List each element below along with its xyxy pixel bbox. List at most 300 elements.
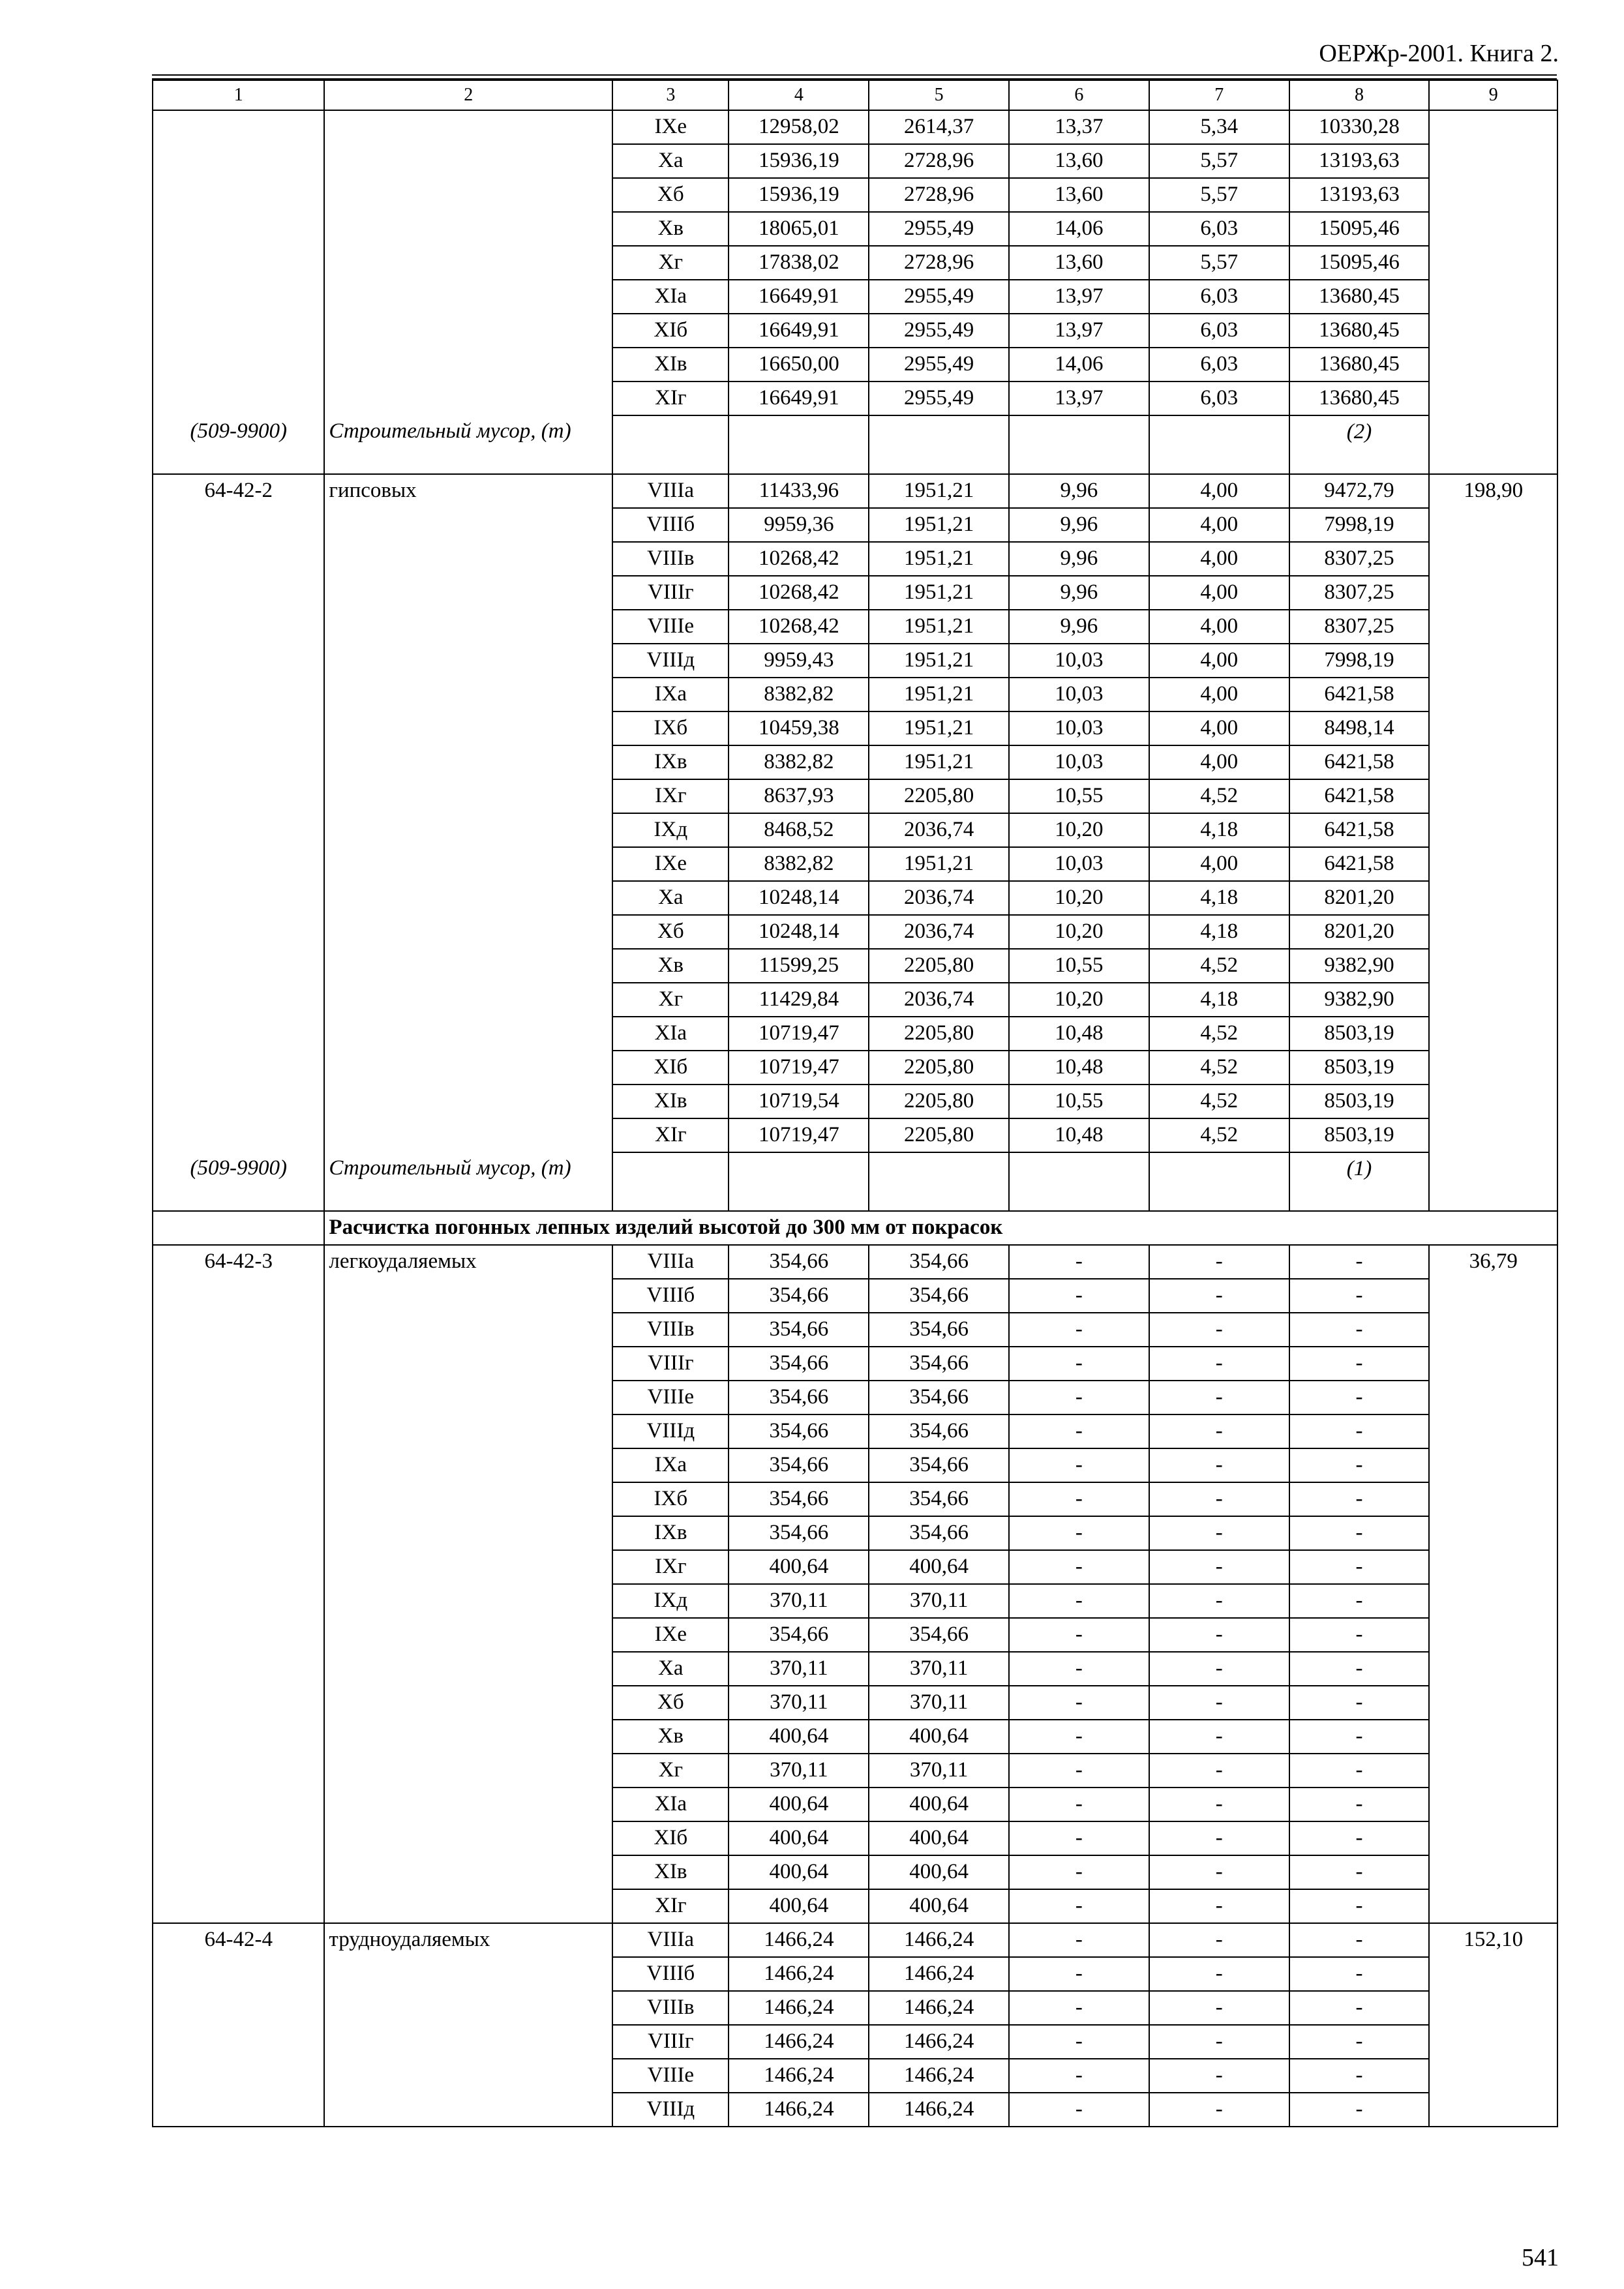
code-cell <box>153 1991 324 2025</box>
name-cell <box>324 1855 612 1889</box>
name-cell <box>324 382 612 415</box>
name-cell <box>324 1279 612 1313</box>
total-cost-cell: 354,66 <box>729 1448 869 1482</box>
resource-quantity: (1) <box>1289 1152 1430 1211</box>
labor-cell <box>1429 678 1557 711</box>
name-cell <box>324 949 612 983</box>
code-cell <box>153 178 324 212</box>
materials-cell: - <box>1289 1821 1430 1855</box>
machines-cell: - <box>1009 1414 1149 1448</box>
column-number-row <box>153 80 1557 110</box>
name-cell <box>324 508 612 542</box>
labor-cell <box>1429 779 1557 813</box>
machines-cell: - <box>1009 1313 1149 1347</box>
machines-cell: - <box>1009 1381 1149 1414</box>
table-row <box>153 1652 1557 1686</box>
materials-cell: 6421,58 <box>1289 745 1430 779</box>
code-cell <box>153 1957 324 1991</box>
materials-cell: 13193,63 <box>1289 178 1430 212</box>
materials-cell: - <box>1289 1991 1430 2025</box>
name-cell <box>324 1991 612 2025</box>
column-number: 1 <box>153 80 324 110</box>
table-row <box>153 1991 1557 2025</box>
wages-cell: 1466,24 <box>869 1991 1009 2025</box>
machines-cell: - <box>1009 1821 1149 1855</box>
zone-cell: Xa <box>612 144 729 178</box>
wages-cell: 400,64 <box>869 1720 1009 1754</box>
total-cost-cell: 354,66 <box>729 1381 869 1414</box>
zone-cell: VIIIд <box>612 644 729 678</box>
machines-cell: - <box>1009 2025 1149 2059</box>
code-cell <box>153 983 324 1017</box>
wages-cell: 1951,21 <box>869 508 1009 542</box>
name-cell <box>324 1516 612 1550</box>
zone-cell: XIв <box>612 1855 729 1889</box>
total-cost-cell: 354,66 <box>729 1414 869 1448</box>
labor-cell <box>1429 1313 1557 1347</box>
wages-cell: 1951,21 <box>869 610 1009 644</box>
code-cell <box>153 1686 324 1720</box>
table-row <box>153 1618 1557 1652</box>
price-table <box>152 80 1558 2127</box>
column-number: 9 <box>1429 80 1557 110</box>
machines-cell: - <box>1009 1245 1149 1279</box>
zone-cell: Xa <box>612 1652 729 1686</box>
machines-cell: 14,06 <box>1009 348 1149 382</box>
table-row <box>153 1017 1557 1051</box>
total-cost-cell: 1466,24 <box>729 2093 869 2127</box>
materials-cell: - <box>1289 1788 1430 1821</box>
wages-cell: 1951,21 <box>869 576 1009 610</box>
labor-cell <box>1429 280 1557 314</box>
code-cell <box>153 1482 324 1516</box>
wages-cell: 2728,96 <box>869 246 1009 280</box>
materials-cell: - <box>1289 1516 1430 1550</box>
machines-cell: 13,60 <box>1009 144 1149 178</box>
materials-cell: 13680,45 <box>1289 314 1430 348</box>
wages-cell: 1466,24 <box>869 1923 1009 1957</box>
machines-cell: - <box>1009 1279 1149 1313</box>
wages-cell: 400,64 <box>869 1788 1009 1821</box>
wages-cell: 400,64 <box>869 1550 1009 1584</box>
code-cell <box>153 1118 324 1152</box>
code-cell <box>153 610 324 644</box>
table-row <box>153 1448 1557 1482</box>
wages-cell: 2205,80 <box>869 1118 1009 1152</box>
table-row <box>153 1889 1557 1923</box>
labor-cell: 198,90 <box>1429 474 1557 508</box>
table-row <box>153 348 1557 382</box>
labor-cell <box>1429 1516 1557 1550</box>
table-row <box>153 1482 1557 1516</box>
zone-cell: Xв <box>612 1720 729 1754</box>
footnote-row <box>153 415 1557 474</box>
table-row <box>153 2025 1557 2059</box>
zone-cell: IXa <box>612 1448 729 1482</box>
total-cost-cell: 10248,14 <box>729 881 869 915</box>
machinist-wages-cell: - <box>1149 1923 1289 1957</box>
labor-cell <box>1429 382 1557 415</box>
machines-cell: 13,60 <box>1009 246 1149 280</box>
table-row <box>153 212 1557 246</box>
labor-cell <box>1429 745 1557 779</box>
machinist-wages-cell: 4,00 <box>1149 474 1289 508</box>
zone-cell: IXe <box>612 1618 729 1652</box>
materials-cell: - <box>1289 1381 1430 1414</box>
labor-cell <box>1429 1788 1557 1821</box>
column-number: 4 <box>729 80 869 110</box>
labor-cell <box>1429 178 1557 212</box>
machines-cell: 9,96 <box>1009 542 1149 576</box>
machinist-wages-cell: 6,03 <box>1149 348 1289 382</box>
code-cell <box>153 711 324 745</box>
machinist-wages-cell: 4,52 <box>1149 1017 1289 1051</box>
materials-cell: - <box>1289 1957 1430 1991</box>
empty-cell <box>612 1152 729 1211</box>
materials-cell: 6421,58 <box>1289 847 1430 881</box>
empty-cell <box>1149 415 1289 474</box>
column-number: 5 <box>869 80 1009 110</box>
name-cell <box>324 1957 612 1991</box>
wages-cell: 2955,49 <box>869 314 1009 348</box>
labor-cell <box>1429 949 1557 983</box>
footnote-row <box>153 1152 1557 1211</box>
wages-cell: 1466,24 <box>869 2059 1009 2093</box>
materials-cell: 8307,25 <box>1289 576 1430 610</box>
zone-cell: IXe <box>612 110 729 144</box>
name-cell <box>324 1051 612 1085</box>
resource-code: (509-9900) <box>153 415 324 474</box>
name-cell <box>324 1381 612 1414</box>
code-cell <box>153 847 324 881</box>
machinist-wages-cell: 4,52 <box>1149 1118 1289 1152</box>
labor-cell <box>1429 983 1557 1017</box>
document-header: ОЕРЖр-2001. Книга 2. <box>1319 40 1559 67</box>
code-cell <box>153 881 324 915</box>
machines-cell: - <box>1009 2093 1149 2127</box>
labor-cell <box>1429 813 1557 847</box>
code-cell <box>153 1448 324 1482</box>
name-cell <box>324 1017 612 1051</box>
table-row <box>153 474 1557 508</box>
zone-cell: XIг <box>612 1118 729 1152</box>
labor-cell <box>1429 1448 1557 1482</box>
zone-cell: XIб <box>612 314 729 348</box>
wages-cell: 2955,49 <box>869 382 1009 415</box>
wages-cell: 2036,74 <box>869 813 1009 847</box>
code-cell <box>153 644 324 678</box>
materials-cell: 13680,45 <box>1289 280 1430 314</box>
zone-cell: VIIIв <box>612 1991 729 2025</box>
section-title: Расчистка погонных лепных изделий высотой до 300 мм от покрасок <box>324 1211 1557 1245</box>
total-cost-cell: 10268,42 <box>729 610 869 644</box>
zone-cell: Xб <box>612 178 729 212</box>
table-row <box>153 678 1557 711</box>
machines-cell: 10,55 <box>1009 779 1149 813</box>
wages-cell: 1951,21 <box>869 847 1009 881</box>
zone-cell: IXд <box>612 813 729 847</box>
labor-cell <box>1429 1085 1557 1118</box>
materials-cell: - <box>1289 2025 1430 2059</box>
table-row <box>153 508 1557 542</box>
zone-cell: VIIIд <box>612 2093 729 2127</box>
machinist-wages-cell: - <box>1149 1754 1289 1788</box>
machinist-wages-cell: 5,57 <box>1149 246 1289 280</box>
name-cell <box>324 1118 612 1152</box>
machinist-wages-cell: 4,52 <box>1149 949 1289 983</box>
machinist-wages-cell: - <box>1149 1584 1289 1618</box>
zone-cell: Xв <box>612 212 729 246</box>
materials-cell: - <box>1289 1550 1430 1584</box>
machines-cell: - <box>1009 1957 1149 1991</box>
zone-cell: Xг <box>612 983 729 1017</box>
zone-cell: VIIIб <box>612 1279 729 1313</box>
labor-cell <box>1429 1652 1557 1686</box>
machinist-wages-cell: - <box>1149 1245 1289 1279</box>
zone-cell: Xв <box>612 949 729 983</box>
materials-cell: 8503,19 <box>1289 1118 1430 1152</box>
materials-cell: 9382,90 <box>1289 949 1430 983</box>
empty-cell <box>729 1152 869 1211</box>
machinist-wages-cell: - <box>1149 1652 1289 1686</box>
wages-cell: 1466,24 <box>869 2025 1009 2059</box>
table-row <box>153 610 1557 644</box>
code-cell <box>153 1652 324 1686</box>
code-cell <box>153 212 324 246</box>
total-cost-cell: 8637,93 <box>729 779 869 813</box>
labor-cell <box>1429 1550 1557 1584</box>
machinist-wages-cell: 4,00 <box>1149 610 1289 644</box>
name-cell <box>324 1584 612 1618</box>
materials-cell: 6421,58 <box>1289 678 1430 711</box>
table-row <box>153 576 1557 610</box>
machines-cell: 10,55 <box>1009 949 1149 983</box>
name-cell <box>324 1754 612 1788</box>
materials-cell: 8498,14 <box>1289 711 1430 745</box>
machinist-wages-cell: - <box>1149 2025 1289 2059</box>
wages-cell: 1951,21 <box>869 711 1009 745</box>
column-number: 2 <box>324 80 612 110</box>
materials-cell: 13680,45 <box>1289 382 1430 415</box>
materials-cell: - <box>1289 1889 1430 1923</box>
total-cost-cell: 8382,82 <box>729 847 869 881</box>
machinist-wages-cell: 4,00 <box>1149 508 1289 542</box>
machinist-wages-cell: 4,18 <box>1149 983 1289 1017</box>
name-cell <box>324 1686 612 1720</box>
total-cost-cell: 354,66 <box>729 1279 869 1313</box>
zone-cell: XIв <box>612 348 729 382</box>
machines-cell: 10,48 <box>1009 1051 1149 1085</box>
labor-cell <box>1429 1279 1557 1313</box>
machines-cell: - <box>1009 1618 1149 1652</box>
materials-cell: 8307,25 <box>1289 542 1430 576</box>
total-cost-cell: 400,64 <box>729 1550 869 1584</box>
zone-cell: XIa <box>612 280 729 314</box>
name-cell <box>324 348 612 382</box>
zone-cell: IXб <box>612 1482 729 1516</box>
zone-cell: Xб <box>612 915 729 949</box>
total-cost-cell: 8468,52 <box>729 813 869 847</box>
name-cell <box>324 314 612 348</box>
machines-cell: - <box>1009 1923 1149 1957</box>
materials-cell: 15095,46 <box>1289 246 1430 280</box>
wages-cell: 2036,74 <box>869 915 1009 949</box>
materials-cell: - <box>1289 1313 1430 1347</box>
machines-cell: - <box>1009 1347 1149 1381</box>
machines-cell: 10,48 <box>1009 1017 1149 1051</box>
code-cell <box>153 1584 324 1618</box>
wages-cell: 354,66 <box>869 1414 1009 1448</box>
wages-cell: 354,66 <box>869 1482 1009 1516</box>
zone-cell: VIIIв <box>612 542 729 576</box>
materials-cell: - <box>1289 1855 1430 1889</box>
labor-cell <box>1429 1051 1557 1085</box>
machines-cell: 10,03 <box>1009 711 1149 745</box>
wages-cell: 2205,80 <box>869 949 1009 983</box>
total-cost-cell: 10719,54 <box>729 1085 869 1118</box>
total-cost-cell: 10268,42 <box>729 542 869 576</box>
machines-cell: - <box>1009 1855 1149 1889</box>
total-cost-cell: 354,66 <box>729 1618 869 1652</box>
table-row <box>153 711 1557 745</box>
wages-cell: 400,64 <box>869 1855 1009 1889</box>
zone-cell: VIIIe <box>612 1381 729 1414</box>
code-cell <box>153 280 324 314</box>
code-cell <box>153 1754 324 1788</box>
machines-cell: - <box>1009 1516 1149 1550</box>
total-cost-cell: 354,66 <box>729 1516 869 1550</box>
materials-cell: 8201,20 <box>1289 915 1430 949</box>
name-cell <box>324 610 612 644</box>
machines-cell: - <box>1009 2059 1149 2093</box>
materials-cell: 9382,90 <box>1289 983 1430 1017</box>
name-cell <box>324 1550 612 1584</box>
wages-cell: 1951,21 <box>869 644 1009 678</box>
machinist-wages-cell: - <box>1149 1347 1289 1381</box>
code-cell: 64-42-4 <box>153 1923 324 1957</box>
table-row <box>153 813 1557 847</box>
machinist-wages-cell: - <box>1149 1279 1289 1313</box>
total-cost-cell: 16650,00 <box>729 348 869 382</box>
total-cost-cell: 354,66 <box>729 1313 869 1347</box>
name-cell <box>324 144 612 178</box>
machinist-wages-cell: 6,03 <box>1149 382 1289 415</box>
wages-cell: 2205,80 <box>869 1051 1009 1085</box>
labor-cell <box>1429 576 1557 610</box>
code-cell <box>153 1051 324 1085</box>
machinist-wages-cell: - <box>1149 1855 1289 1889</box>
table-row <box>153 1313 1557 1347</box>
zone-cell: VIIIг <box>612 2025 729 2059</box>
total-cost-cell: 17838,02 <box>729 246 869 280</box>
labor-cell <box>1429 246 1557 280</box>
zone-cell: XIг <box>612 1889 729 1923</box>
machinist-wages-cell: - <box>1149 1889 1289 1923</box>
machinist-wages-cell: 6,03 <box>1149 212 1289 246</box>
machinist-wages-cell: 6,03 <box>1149 280 1289 314</box>
materials-cell: 10330,28 <box>1289 110 1430 144</box>
wages-cell: 2955,49 <box>869 348 1009 382</box>
materials-cell: 15095,46 <box>1289 212 1430 246</box>
table-row <box>153 2059 1557 2093</box>
labor-cell: 36,79 <box>1429 1245 1557 1279</box>
materials-cell: 8201,20 <box>1289 881 1430 915</box>
labor-cell <box>1429 1991 1557 2025</box>
machines-cell: - <box>1009 1788 1149 1821</box>
machinist-wages-cell: - <box>1149 1414 1289 1448</box>
zone-cell: IXд <box>612 1584 729 1618</box>
code-cell <box>153 915 324 949</box>
materials-cell: 13193,63 <box>1289 144 1430 178</box>
materials-cell: - <box>1289 1584 1430 1618</box>
resource-name: Строительный мусор, (т) <box>324 1152 612 1211</box>
labor-cell <box>1429 847 1557 881</box>
empty-cell <box>869 415 1009 474</box>
wages-cell: 370,11 <box>869 1652 1009 1686</box>
zone-cell: IXб <box>612 711 729 745</box>
wages-cell: 354,66 <box>869 1448 1009 1482</box>
materials-cell: - <box>1289 1720 1430 1754</box>
code-cell <box>153 1516 324 1550</box>
code-cell <box>153 1381 324 1414</box>
wages-cell: 354,66 <box>869 1381 1009 1414</box>
zone-cell: XIa <box>612 1017 729 1051</box>
labor-cell <box>1429 1118 1557 1152</box>
machinist-wages-cell: 4,00 <box>1149 542 1289 576</box>
machines-cell: - <box>1009 1889 1149 1923</box>
machines-cell: 9,96 <box>1009 508 1149 542</box>
zone-cell: XIб <box>612 1821 729 1855</box>
wages-cell: 2036,74 <box>869 983 1009 1017</box>
column-number: 7 <box>1149 80 1289 110</box>
wages-cell: 354,66 <box>869 1516 1009 1550</box>
table-row <box>153 314 1557 348</box>
empty-cell <box>1009 415 1149 474</box>
wages-cell: 1951,21 <box>869 542 1009 576</box>
zone-cell: Xг <box>612 1754 729 1788</box>
code-cell <box>153 542 324 576</box>
name-cell <box>324 745 612 779</box>
code-cell <box>153 1821 324 1855</box>
name-cell: гипсовых <box>324 474 612 508</box>
zone-cell: VIIIe <box>612 610 729 644</box>
code-cell <box>153 1085 324 1118</box>
materials-cell: - <box>1289 2093 1430 2127</box>
machines-cell: 10,03 <box>1009 678 1149 711</box>
materials-cell: - <box>1289 1279 1430 1313</box>
machinist-wages-cell: 4,52 <box>1149 1085 1289 1118</box>
column-number: 6 <box>1009 80 1149 110</box>
name-cell <box>324 1085 612 1118</box>
wages-cell: 400,64 <box>869 1889 1009 1923</box>
machinist-wages-cell: 4,52 <box>1149 1051 1289 1085</box>
section-code-cell <box>153 1211 324 1245</box>
zone-cell: VIIIг <box>612 1347 729 1381</box>
empty-cell <box>1149 1152 1289 1211</box>
code-cell <box>153 2059 324 2093</box>
machines-cell: 13,60 <box>1009 178 1149 212</box>
labor-cell <box>1429 348 1557 382</box>
wages-cell: 1951,21 <box>869 474 1009 508</box>
labor-cell <box>1429 711 1557 745</box>
materials-cell: - <box>1289 1652 1430 1686</box>
total-cost-cell: 18065,01 <box>729 212 869 246</box>
table-row <box>153 542 1557 576</box>
code-cell <box>153 779 324 813</box>
table-row <box>153 110 1557 144</box>
table-row <box>153 382 1557 415</box>
total-cost-cell: 354,66 <box>729 1245 869 1279</box>
